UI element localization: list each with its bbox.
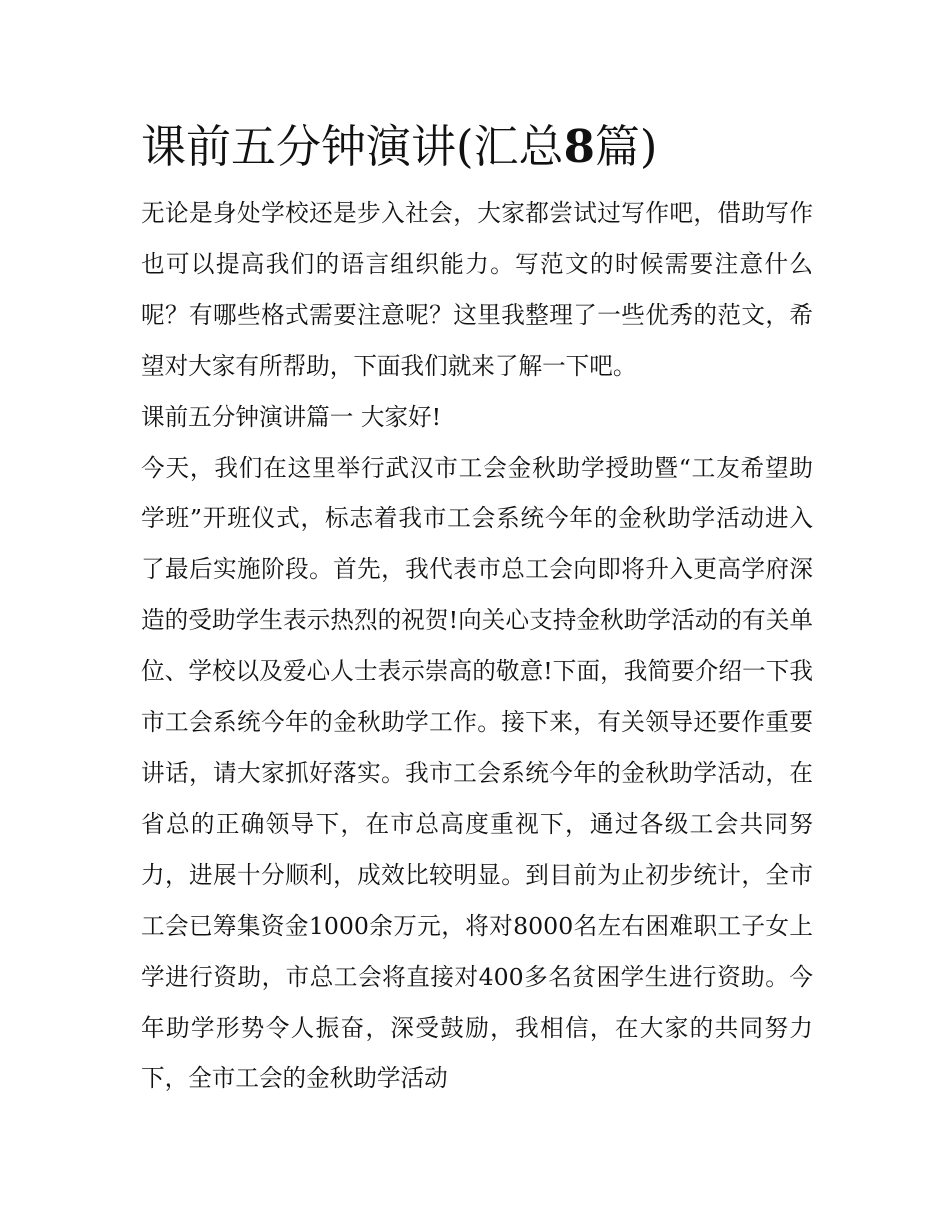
section-heading: 课前五分钟演讲篇一 大家好! bbox=[141, 402, 442, 431]
body-paragraph: 今天，我们在这里举行武汉市工会金秋助学授助暨“工友希望助学班”开班仪式，标志着我市工会系统今年的金秋助学活动进入了最后实施阶段。首先，我代表市总工会向即将升入更高学府深造的受助学生表示热烈的祝贺!向关心支持金秋助学活动的有关单位、学校以及爱心人士表示崇高的敬意!下面，我简要介绍一下我市工会系统今年的金秋助学工作。接下来，有关领导还要作重要讲话，请大家抓好落实。我市工会系统今年的金秋助学活动，在省总的正确领导下，在市总高度重视下，通过各级工会共同努力，进展十分顺利，成效比较明显。到目前为止初步统计，全市工会已筹集资金1000余万元，将对8000名左右困难职工子女上学进行资助，市总工会将直接对400多名贫困学生进行资助。今年助学形势令人振奋，深受鼓励，我相信，在大家的共同努力下，全市工会的金秋助学活动 bbox=[141, 453, 813, 1093]
intro-paragraph: 无论是身处学校还是步入社会，大家都尝试过写作吧，借助写作也可以提高我们的语言组织能力。写范文的时候需要注意什么呢？有哪些格式需要注意呢？这里我整理了一些优秀的范文，希望对大家有所帮助，下面我们就来了解一下吧。 bbox=[141, 199, 813, 380]
title-suffix: 篇) bbox=[594, 120, 658, 173]
document-title bbox=[141, 112, 813, 188]
document-page bbox=[141, 112, 813, 1104]
title-text: 课前五分钟演讲(汇总 bbox=[141, 120, 564, 173]
title-number: 8 bbox=[563, 120, 595, 173]
